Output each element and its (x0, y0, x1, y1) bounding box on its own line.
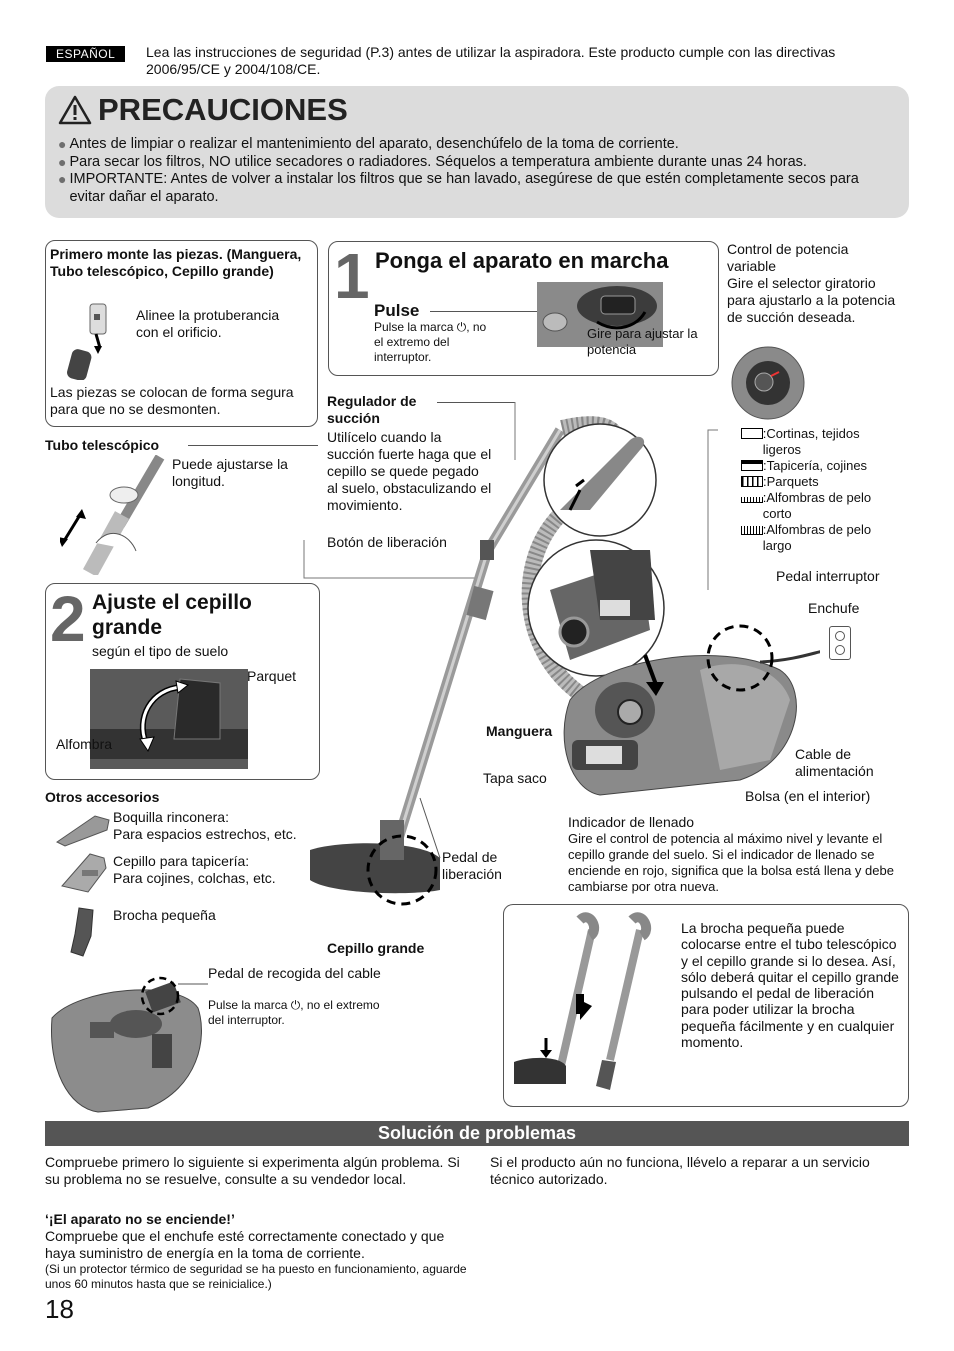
crevice-tool-icon (55, 812, 111, 848)
power-control-description: Gire el selector giratorio para ajustarlo a la potencia de succión deseada. (727, 275, 896, 325)
page-number: 18 (45, 1294, 74, 1324)
assembly-align-note: Alinee la protuberancia con el orificio. (136, 307, 280, 340)
plug-label: Enchufe (808, 600, 860, 616)
bag-cover-label: Tapa saco (483, 770, 547, 786)
cable-pedal-label: Pedal de recogida del cable (208, 965, 381, 981)
troubleshooting-intro: Compruebe primero lo siguiente si experimenta algún problema. Si su problema no se resuelve, consulte a su vendedor local. (45, 1154, 460, 1187)
small-brush-tip-illustration (510, 910, 670, 1100)
issue-text: Compruebe que el enchufe esté correctamente conectado y que haya suministro de energía en la toma de corriente. (45, 1228, 445, 1261)
service-text: Si el producto aún no funciona, llévelo a reparar a un servicio técnico autorizado. (490, 1154, 870, 1187)
fill-indicator-description: Gire el control de potencia al máximo nivel y levante el cepillo grande del suelo. Si el indicador de llenado se enciende en rojo, significa que la bolsa está llena y debe cambiarse por otra nueva. (568, 831, 894, 894)
list-item: ● Para secar los filtros, NO utilice secadores o radiadores. Séquelos a temperatura ambiente durante unas 24 horas. (58, 153, 807, 170)
language-tag: ESPAÑOL (46, 46, 125, 62)
small-brush-tip-text: La brocha pequeña puede colocarse entre el tubo telescópico y el cepillo grande si lo desea. Así, sólo deberá quitar el cepillo grande pulsando el pedal de liberación para poder utilizar la brocha pequeña fácilmente y en cualquier momento. (681, 920, 899, 1051)
suction-regulator-description: Utilícelo cuando la succión fuerte haga que el cepillo se quede pegado al suelo, obstaculizando el movimiento. (327, 429, 492, 513)
telescopic-title: Tubo telescópico (45, 437, 160, 453)
socket-icon (829, 626, 851, 660)
telescopic-illustration (60, 455, 180, 575)
intro-text: Lea las instrucciones de seguridad (P.3) antes de utilizar la aspiradora. Este producto cumple con las directivas 2006/95/CE y 2004/108/CE. (146, 44, 836, 77)
issue-title: ‘¡El aparato no se enciende!’ (45, 1211, 235, 1227)
divider (188, 445, 318, 446)
troubleshooting-title: Solución de problemas (45, 1121, 909, 1146)
release-pedal-label: Pedal de liberación (442, 849, 502, 882)
fill-indicator-title: Indicador de llenado (568, 814, 695, 830)
step2-subtitle: según el tipo de suelo (92, 643, 229, 659)
hose-label: Manguera (486, 723, 553, 739)
large-brush-label: Cepillo grande (327, 940, 425, 956)
cable-pedal-illustration (48, 968, 208, 1114)
telescopic-note: Puede ajustarse la longitud. (172, 456, 288, 489)
issue-note: (Si un protector térmico de seguridad se ha puesto en funcionamiento, aguarde unos 60 minutos hasta que se reinicialice.) (45, 1262, 467, 1291)
cable-pedal-note: Pulse la marca ⏻, no el extremo del interruptor. (208, 998, 380, 1027)
precautions-title-row (58, 92, 348, 128)
warning-icon (58, 95, 92, 125)
step1-pulse-note: Pulse la marca ⏻, no el extremo del interruptor. (374, 320, 487, 364)
crevice-tool-desc: Para espacios estrechos, etc. (113, 826, 297, 842)
list-item: :Cortinas, tejidos ligeros (741, 426, 901, 458)
list-item: :Alfombras de pelo largo (741, 522, 901, 554)
power-cable-label: Cable de alimentación (795, 746, 874, 779)
upholstery-brush-desc: Para cojines, colchas, etc. (113, 870, 276, 886)
accessories-title: Otros accesorios (45, 789, 160, 805)
step1-number: 1 (334, 240, 370, 312)
assembly-illustration (64, 302, 124, 380)
list-item: ● Antes de limpiar o realizar el mantenimiento del aparato, desenchúfelo de la toma de corriente. (58, 136, 679, 152)
list-item: :Tapicería, cojines (741, 458, 901, 474)
power-pedal-label: Pedal interruptor (776, 568, 880, 584)
list-item: ● IMPORTANTE: Antes de volver a instalar los filtros que se han lavado, asegúrese de que estén completamente secos para evitar dañar el aparato. (58, 171, 859, 205)
upholstery-brush-icon (60, 852, 110, 894)
precautions-list (58, 136, 898, 206)
release-button-label: Botón de liberación (327, 534, 447, 550)
step1-pulse-label: Pulse (374, 301, 420, 320)
divider (430, 311, 538, 312)
upholstery-brush-name: Cepillo para tapicería: (113, 853, 250, 869)
carpet-label: Alfombra (56, 736, 113, 752)
brush-adjust-photo (90, 669, 248, 769)
parquet-label: Parquet (247, 668, 297, 684)
list-item: :Parquets (741, 474, 901, 490)
suction-regulator-title: Regulador de succión (327, 393, 417, 426)
bag-inside-label: Bolsa (en el interior) (745, 788, 871, 804)
step2-title: Ajuste el cepillo grande (92, 591, 252, 639)
step2-number: 2 (50, 583, 86, 655)
power-control-title: Control de potencia variable (727, 241, 849, 274)
step1-turn-note: Gire para ajustar la potencia (587, 326, 698, 357)
list-item: :Alfombras de pelo corto (741, 490, 901, 522)
step1-title: Ponga el aparato en marcha (375, 248, 669, 273)
small-brush-label: Brocha pequeña (113, 907, 216, 923)
assembly-secure-note: Las piezas se colocan de forma segura para que no se desmonten. (50, 384, 294, 417)
crevice-tool-name: Boquilla rinconera: (113, 809, 229, 825)
precautions-title: PRECAUCIONES (98, 92, 348, 127)
assembly-title: Primero monte las piezas. (Manguera, Tubo telescópico, Cepillo grande) (50, 246, 302, 279)
small-brush-icon (65, 906, 99, 958)
